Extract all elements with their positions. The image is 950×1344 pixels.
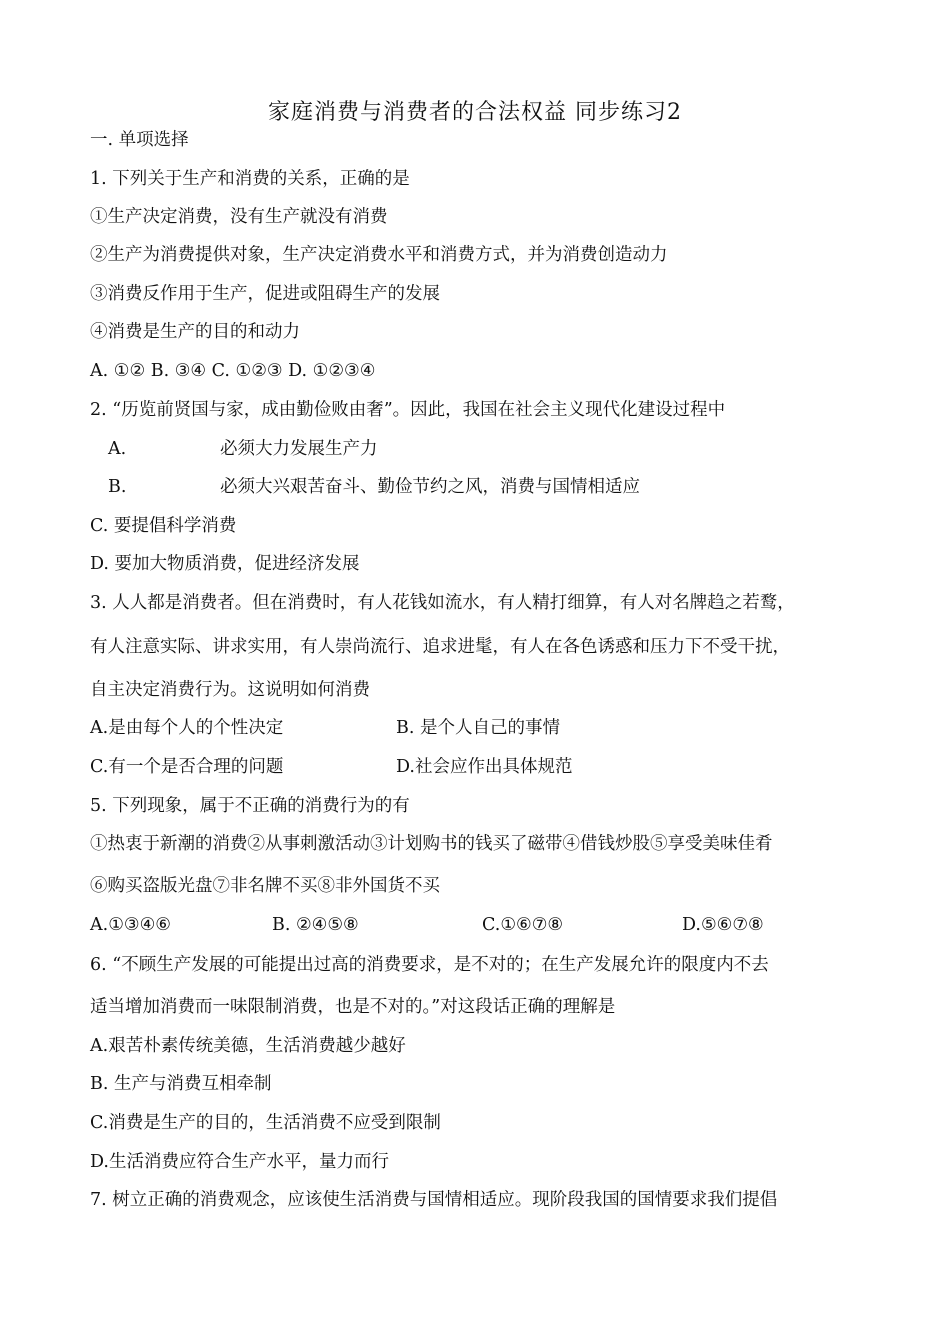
- q5-items-line-2: ⑥购买盗版光盘⑦非名牌不买⑧非外国货不买: [90, 876, 440, 896]
- q3-option-b: B. 是个人自己的事情: [396, 718, 560, 738]
- q3-line-3: 自主决定消费行为。这说明如何消费: [90, 680, 370, 700]
- q5-option-a: A.①③④⑥: [90, 915, 171, 935]
- q3-line-2: 有人注意实际、讲求实用，有人崇尚流行、追求进髦，有人在各色诱惑和压力下不受干扰，: [90, 637, 790, 657]
- q6-line-1: 6. “不顾生产发展的可能提出过高的消费要求，是不对的；在生产发展允许的限度内不去: [90, 955, 769, 975]
- q6-option-c: C.消费是生产的目的，生活消费不应受到限制: [90, 1113, 441, 1133]
- q7-stem: 7. 树立正确的消费观念，应该使生活消费与国情相适应。现阶段我国的国情要求我们提倡: [90, 1190, 778, 1210]
- q2-option-c: C. 要提倡科学消费: [90, 516, 237, 536]
- q5-stem: 5. 下列现象，属于不正确的消费行为的有: [90, 796, 410, 816]
- document-title: 家庭消费与消费者的合法权益 同步练习2: [268, 100, 682, 125]
- q3-option-c: C.有一个是否合理的问题: [90, 757, 284, 777]
- q5-option-c: C.①⑥⑦⑧: [482, 915, 564, 935]
- q3-option-d: D.社会应作出具体规范: [396, 757, 573, 777]
- q2-option-b-text: 必须大兴艰苦奋斗、勤俭节约之风，消费与国情相适应: [220, 477, 640, 497]
- q2-option-d: D. 要加大物质消费，促进经济发展: [90, 554, 360, 574]
- q5-option-b: B. ②④⑤⑧: [272, 915, 359, 935]
- q6-option-d: D.生活消费应符合生产水平，量力而行: [90, 1152, 389, 1172]
- q5-items-line-1: ①热衷于新潮的消费②从事刺激活动③计划购书的钱买了磁带④借钱炒股⑤享受美味佳肴: [90, 834, 773, 854]
- q1-statement-2: ②生产为消费提供对象，生产决定消费水平和消费方式，并为消费创造动力: [90, 245, 668, 265]
- q1-statement-1: ①生产决定消费，没有生产就没有消费: [90, 207, 388, 227]
- q1-stem: 1. 下列关于生产和消费的关系，正确的是: [90, 169, 410, 189]
- q2-option-a-label: A.: [108, 439, 127, 459]
- q3-line-1: 3. 人人都是消费者。但在消费时，有人花钱如流水，有人精打细算，有人对名牌趋之若鹜，: [90, 593, 795, 613]
- q1-options: A. ①② B. ③④ C. ①②③ D. ①②③④: [90, 361, 376, 381]
- section-heading: 一. 单项选择: [90, 130, 189, 150]
- q2-option-a-text: 必须大力发展生产力: [220, 439, 378, 459]
- q6-option-b: B. 生产与消费互相牵制: [90, 1074, 272, 1094]
- q1-statement-3: ③消费反作用于生产，促进或阻碍生产的发展: [90, 284, 440, 304]
- q2-option-b-label: B.: [108, 477, 127, 497]
- q3-option-a: A.是由每个人的个性决定: [90, 718, 284, 738]
- q6-option-a: A.艰苦朴素传统美德，生活消费越少越好: [90, 1036, 406, 1056]
- q6-line-2: 适当增加消费而一味限制消费，也是不对的。”对这段话正确的理解是: [90, 997, 616, 1017]
- q2-stem: 2. “历览前贤国与家，成由勤俭败由奢”。因此，我国在社会主义现代化建设过程中: [90, 400, 726, 420]
- q1-statement-4: ④消费是生产的目的和动力: [90, 322, 300, 342]
- q5-option-d: D.⑤⑥⑦⑧: [682, 915, 764, 935]
